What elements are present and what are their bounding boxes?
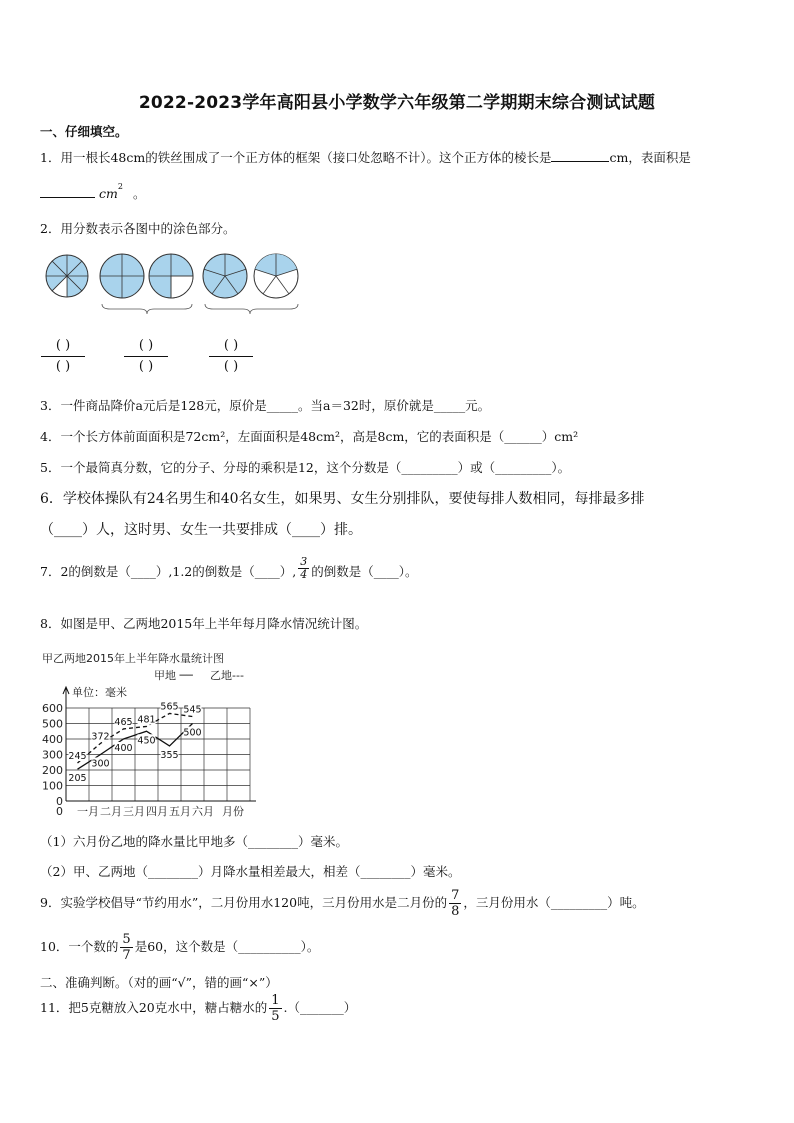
y-tick-label: 100 <box>42 779 63 793</box>
question-1-text-a: 1．用一根长48cm的铁丝围成了一个正方体的框架（接口处忽略不计）。这个正方体的棱长是 <box>40 150 552 165</box>
x-tick-label: 一月 <box>77 805 99 818</box>
fraction-one-fifth: $\frac{1}{5}$ <box>271 993 280 1024</box>
data-label: 245 <box>68 751 87 763</box>
y-tick-label: 0 <box>56 795 63 808</box>
numerator-blank[interactable]: ( ) <box>124 336 168 357</box>
question-6-line1: 6．学校体操队有24名男生和40名女生，如果男、女生分别排队，要使每排人数相同，每排最多排 <box>40 491 645 507</box>
question-6-line2: （____）人，这时男、女生一共要排成（____）排。 <box>40 522 362 538</box>
circle-eighths <box>46 255 88 297</box>
question-4: 4．一个长方体前面面积是72cm²，左面面积是48cm²，高是8cm，它的表面积是（______）cm² <box>40 429 579 444</box>
circle-fifths-partial <box>254 254 298 298</box>
circle-quarters-full <box>100 254 144 298</box>
chart-title: 甲乙两地2015年上半年降水量统计图 <box>42 652 224 665</box>
numerator-blank[interactable]: ( ) <box>41 336 85 357</box>
fraction-answer-2[interactable] <box>124 336 168 377</box>
section-2-heading: 二、准确判断。（对的画“√”，错的画“×”） <box>40 975 278 990</box>
question-11-text-a: 11．把5克糖放入20克水中，糖占糖水的 <box>40 1000 268 1015</box>
denominator-blank[interactable]: ( ) <box>138 359 154 374</box>
answer-blank[interactable] <box>40 183 95 198</box>
question-2: 2．用分数表示各图中的涂色部分。 <box>40 221 236 236</box>
brace-1 <box>102 304 192 314</box>
section-1-heading: 一、仔细填空。 <box>40 124 128 139</box>
question-1 <box>40 147 691 166</box>
data-label: 355 <box>160 749 179 761</box>
x-tick-label: 四月 <box>146 805 168 818</box>
fraction-five-sevenths: $\frac{5}{7}$ <box>122 932 131 963</box>
numerator-blank[interactable]: ( ) <box>209 336 253 357</box>
unit-exponent: 2 <box>117 181 123 191</box>
y-tick-label: 600 <box>42 702 63 715</box>
question-8-sub-1: （1）六月份乙地的降水量比甲地多（________）毫米。 <box>40 834 348 849</box>
denominator-blank[interactable]: ( ) <box>223 359 239 374</box>
fraction-seven-eighths: $\frac{7}{8}$ <box>451 888 460 919</box>
denominator-blank[interactable]: ( ) <box>55 359 71 374</box>
brace-2 <box>205 304 298 314</box>
question-10-text-b: 是60，这个数是（__________）。 <box>134 939 320 954</box>
legend-jiadi: 甲地 ── <box>154 669 193 682</box>
x-tick-label: 二月 <box>100 805 122 818</box>
question-9-text-a: 9．实验学校倡导“节约用水”，二月份用水120吨，三月份用水是二月份的 <box>40 895 448 910</box>
question-1-line2 <box>40 183 145 202</box>
y-tick-label: 300 <box>42 748 63 762</box>
question-7-text-a: 7．2的倒数是（____）,1.2的倒数是（____）, <box>40 564 297 579</box>
legend-yidi: 乙地--- <box>210 669 244 682</box>
question-11-text-b: .（_______） <box>283 1000 357 1015</box>
page-title: 2022-2023学年高阳县小学数学六年级第二学期期末综合测试试题 <box>138 93 656 113</box>
question-10 <box>40 932 319 963</box>
answer-blank[interactable] <box>551 147 609 162</box>
unit-c: c <box>98 186 106 201</box>
question-10-text-a: 10．一个数的 <box>40 939 119 954</box>
x-tick-label: 六月 <box>192 805 214 818</box>
x-tick-label: 五月 <box>169 805 191 818</box>
unit-m: m <box>106 186 118 201</box>
fraction-three-quarters: $\frac{3}{4}$ <box>300 555 308 581</box>
question-7 <box>40 556 418 581</box>
fraction-answer-1[interactable] <box>41 336 85 377</box>
data-label: 481 <box>137 714 156 726</box>
y-tick-label: 500 <box>42 717 63 731</box>
data-label: 565 <box>160 701 179 713</box>
data-label: 400 <box>114 743 133 754</box>
question-7-text-b: 的倒数是（____）。 <box>311 564 418 579</box>
data-label: 500 <box>183 727 202 739</box>
data-label: 300 <box>91 758 110 770</box>
question-3: 3．一件商品降价a元后是128元，原价是_____。当a＝32时，原价就是_____元。 <box>40 398 491 413</box>
data-label: 465 <box>114 716 133 728</box>
question-8: 8．如图是甲、乙两地2015年上半年每月降水情况统计图。 <box>40 616 368 631</box>
data-label: 372 <box>91 731 110 743</box>
data-label: 205 <box>68 773 87 785</box>
data-label: 450 <box>137 735 156 747</box>
y-axis-unit-label: 单位：毫米 <box>72 686 127 699</box>
rainfall-line-chart <box>36 646 276 818</box>
x-tick-label: 三月 <box>123 805 145 818</box>
circle-quarters-partial <box>149 254 193 298</box>
question-5: 5．一个最简真分数，它的分子、分母的乘积是12，这个分数是（_________）或（_________）。 <box>40 460 571 475</box>
question-11 <box>40 993 356 1024</box>
y-tick-label: 200 <box>42 764 63 777</box>
circle-fifths-full <box>203 254 247 298</box>
question-9-text-b: ，三月份用水（_________）吨。 <box>463 895 645 910</box>
origin-label: 0 <box>56 805 63 818</box>
y-tick-label: 400 <box>42 733 63 746</box>
data-label: 545 <box>183 704 202 716</box>
fraction-answer-3[interactable] <box>209 336 253 377</box>
question-9 <box>40 888 645 919</box>
x-axis-label: 月份 <box>222 805 244 818</box>
period: 。 <box>132 186 146 201</box>
fraction-circles-figure <box>40 248 310 320</box>
question-1-text-b: cm，表面积是 <box>609 150 691 165</box>
question-8-sub-2: （2）甲、乙两地（________）月降水量相差最大，相差（________）毫米。 <box>40 864 461 879</box>
